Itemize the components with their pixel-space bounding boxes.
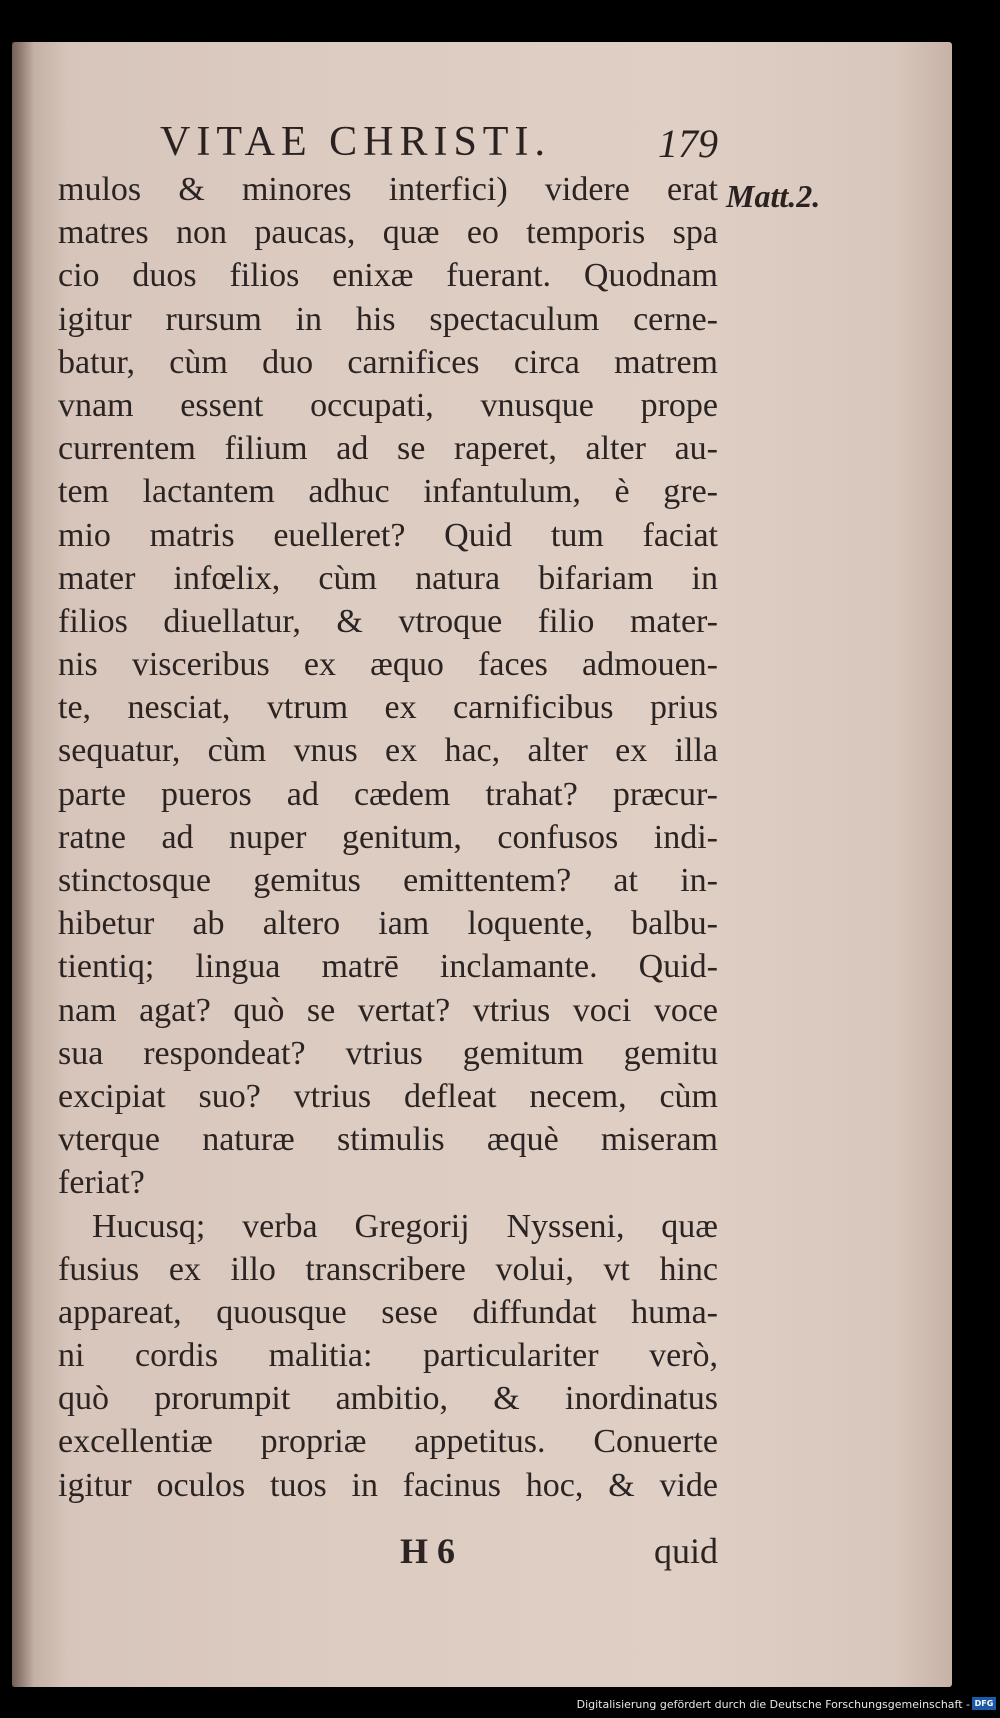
text-line: stinctosque gemitus emittentem? at in- (58, 862, 718, 899)
text-line: hibetur ab altero iam loquente, balbu- (58, 905, 718, 943)
text-line: vnam essent occupati, vnusque prope (58, 386, 718, 424)
text-line: excipiat suo? vtrius defleat necem, cùm (58, 1077, 718, 1115)
page-number: 179 (658, 121, 718, 166)
running-title: VITAE CHRISTI. (160, 119, 551, 165)
text-line: nam agat? quò se vertat? vtrius voci voce (58, 991, 718, 1029)
text-line: ni cordis malitia: particulariter verò, (58, 1337, 718, 1375)
text-line: vterque naturæ stimulis æquè miseram (58, 1121, 718, 1159)
text-line: mater infœlix, cùm natura bifariam in (58, 559, 718, 597)
digitization-credit: Digitalisierung gefördert durch die Deutsche Forschungsgemeinschaft - (576, 1698, 970, 1711)
text-line: tientiq; lingua matrē inclamante. Quid- (58, 948, 718, 986)
text-line: nis visceribus ex æquo faces admouen- (58, 646, 718, 684)
text-line: tem lactantem adhuc infantulum, è gre- (58, 473, 718, 511)
text-line: quò prorumpit ambitio, & inordinatus (58, 1380, 718, 1418)
paragraph-start-line: Hucusq; verba Gregorij Nysseni, quæ (92, 1207, 718, 1245)
text-line: mulos & minores interfici) videre erat (58, 171, 718, 208)
marginal-note: Matt.2. (726, 178, 821, 214)
text-line: igitur oculos tuos in facinus hoc, & vide (58, 1466, 718, 1504)
text-line: currentem filium ad se raperet, alter au- (58, 430, 718, 468)
catchword: quid (653, 1531, 718, 1571)
text-line: sequatur, cùm vnus ex hac, alter ex illa (58, 732, 718, 770)
text-line: fusius ex illo transcribere volui, vt hinc (58, 1250, 718, 1288)
text-line: feriat? (58, 1164, 145, 1202)
text-line: mio matris euelleret? Quid tum faciat (58, 516, 718, 554)
signature-mark: H 6 (400, 1531, 456, 1571)
text-block (58, 168, 718, 1507)
text-line: filios diuellatur, & vtroque filio mater- (58, 602, 718, 640)
text-line: excellentiæ propriæ appetitus. Conuerte (58, 1423, 718, 1461)
text-line: cio duos filios enixæ fuerant. Quodnam (58, 257, 718, 295)
text-line: appareat, quousque sese diffundat huma- (58, 1293, 718, 1331)
text-line: parte pueros ad cædem trahat? præcur- (58, 775, 718, 813)
text-line: ratne ad nuper genitum, confusos indi- (58, 818, 718, 856)
spine-shadow (12, 42, 34, 1687)
text-line: sua respondeat? vtrius gemitum gemitu (58, 1034, 718, 1072)
text-line: igitur rursum in his spectaculum cerne- (58, 300, 718, 338)
page-footer (58, 1530, 718, 1580)
text-line: matres non paucas, quæ eo temporis spa (58, 214, 718, 252)
dfg-logo: DFG (972, 1697, 996, 1710)
text-line: batur, cùm duo carnifices circa matrem (58, 343, 718, 381)
text-line: te, nesciat, vtrum ex carnificibus prius (58, 689, 718, 727)
